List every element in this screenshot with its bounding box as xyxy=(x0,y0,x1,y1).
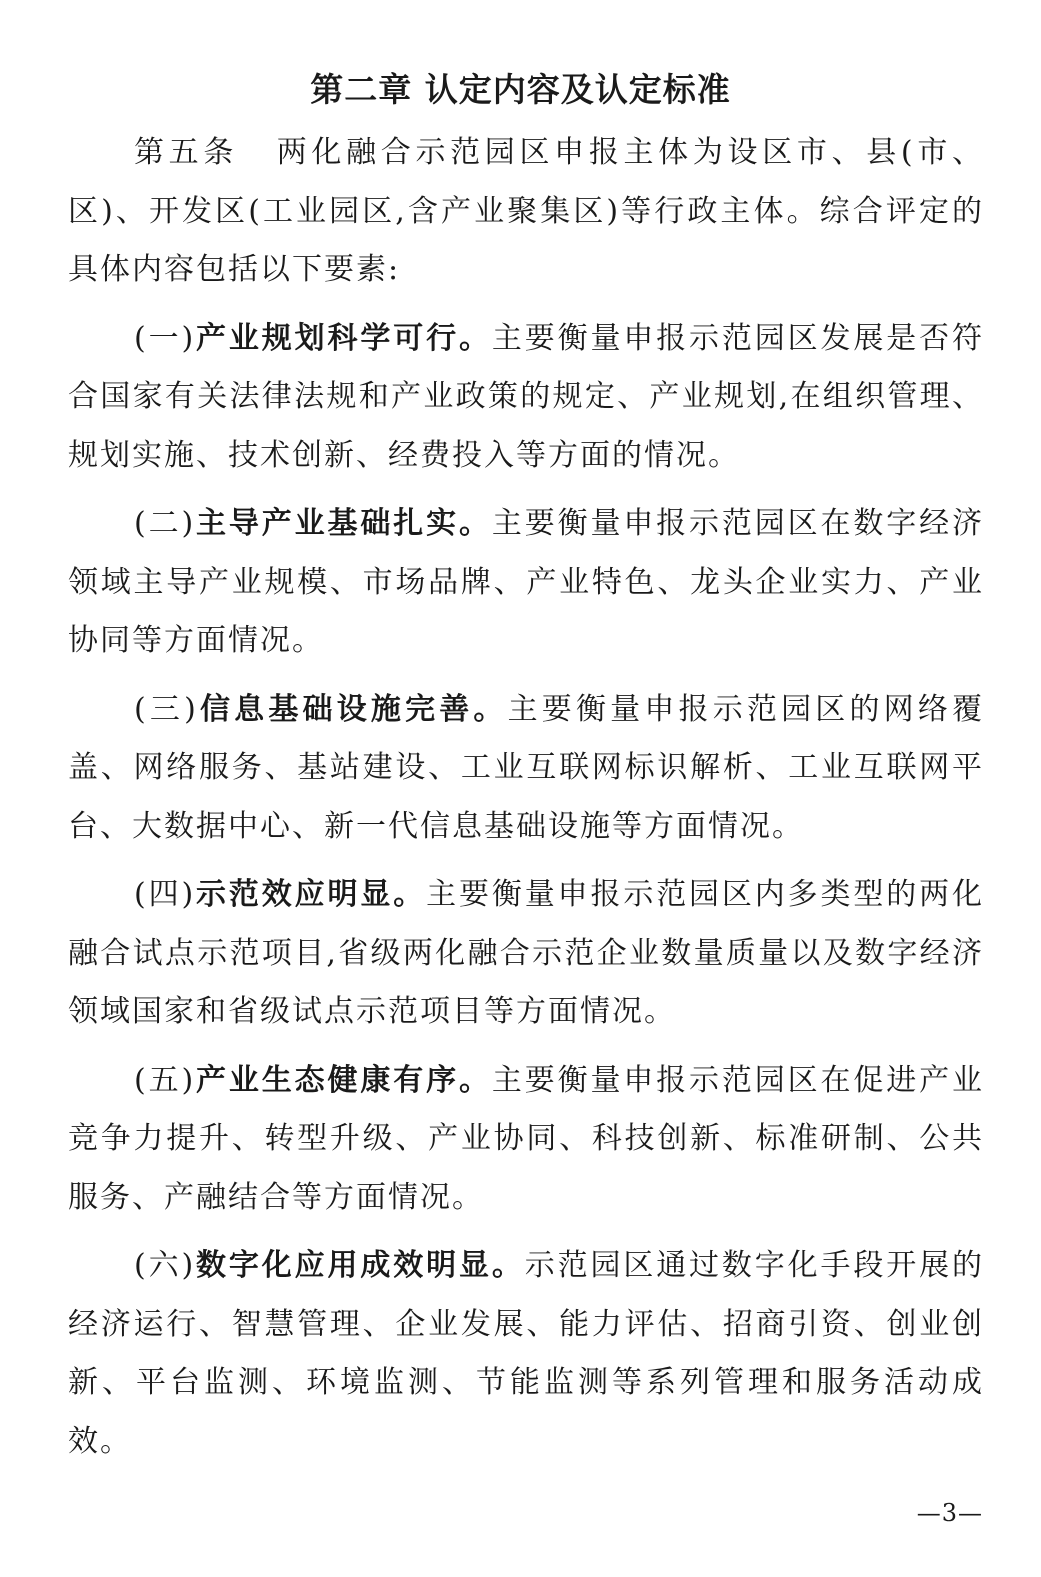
item-heading: 信息基础设施完善。 xyxy=(197,691,508,727)
article-text: 两化融合示范园区申报主体为设区市、县(市、区)、开发区(工业园区,含产业聚集区)等行政主体。综合评定的具体内容包括以下要素: xyxy=(68,135,984,287)
item-heading: 产业生态健康有序。 xyxy=(195,1062,492,1098)
item-text: 主要衡量申报示范园区内多类型的两化融合试点示范项目,省级两化融合示范企业数量质量以及数字经济领域国家和省级试点示范项目等方面情况。 xyxy=(68,877,985,1029)
item-number: (五) xyxy=(134,1062,196,1098)
item-heading: 产业规划科学可行。 xyxy=(195,320,492,356)
item-paragraph-3 xyxy=(68,681,984,857)
item-number: (四) xyxy=(134,877,196,912)
item-heading: 示范效应明显。 xyxy=(195,877,427,912)
item-paragraph-4 xyxy=(68,866,984,1042)
item-paragraph-6 xyxy=(68,1237,984,1471)
item-number: (六) xyxy=(134,1248,196,1283)
item-number: (三) xyxy=(134,691,198,727)
item-number: (二) xyxy=(134,506,196,541)
item-text: 主要衡量申报示范园区发展是否符合国家有关法律法规和产业政策的规定、产业规划,在组织管理、规划实施、技术创新、经费投入等方面的情况。 xyxy=(68,320,985,473)
item-paragraph-5 xyxy=(68,1052,984,1228)
document-body xyxy=(68,124,984,1481)
article-label: 第五条 xyxy=(134,135,239,170)
item-text: 主要衡量申报示范园区在促进产业竞争力提升、转型升级、产业协同、科技创新、标准研制、公共服务、产融结合等方面情况。 xyxy=(68,1062,985,1215)
item-heading: 数字化应用成效明显。 xyxy=(195,1248,525,1283)
item-text: 主要衡量申报示范园区在数字经济领域主导产业规模、市场品牌、产业特色、龙头企业实力、产业协同等方面情况。 xyxy=(68,506,985,658)
item-number: (一) xyxy=(134,320,196,356)
article-paragraph xyxy=(68,124,984,300)
item-text: 示范园区通过数字化手段开展的经济运行、智慧管理、企业发展、能力评估、招商引资、创业创新、平台监测、环境监测、节能监测等系列管理和服务活动成效。 xyxy=(68,1248,985,1459)
chapter-title: 第二章 认定内容及认定标准 xyxy=(310,70,731,109)
item-paragraph-2 xyxy=(68,495,984,671)
item-heading: 主导产业基础扎实。 xyxy=(195,506,492,541)
item-paragraph-1 xyxy=(68,310,984,486)
item-text: 主要衡量申报示范园区的网络覆盖、网络服务、基站建设、工业互联网标识解析、工业互联网平台、大数据中心、新一代信息基础设施等方面情况。 xyxy=(68,691,985,844)
page-number: —3— xyxy=(916,1499,983,1527)
